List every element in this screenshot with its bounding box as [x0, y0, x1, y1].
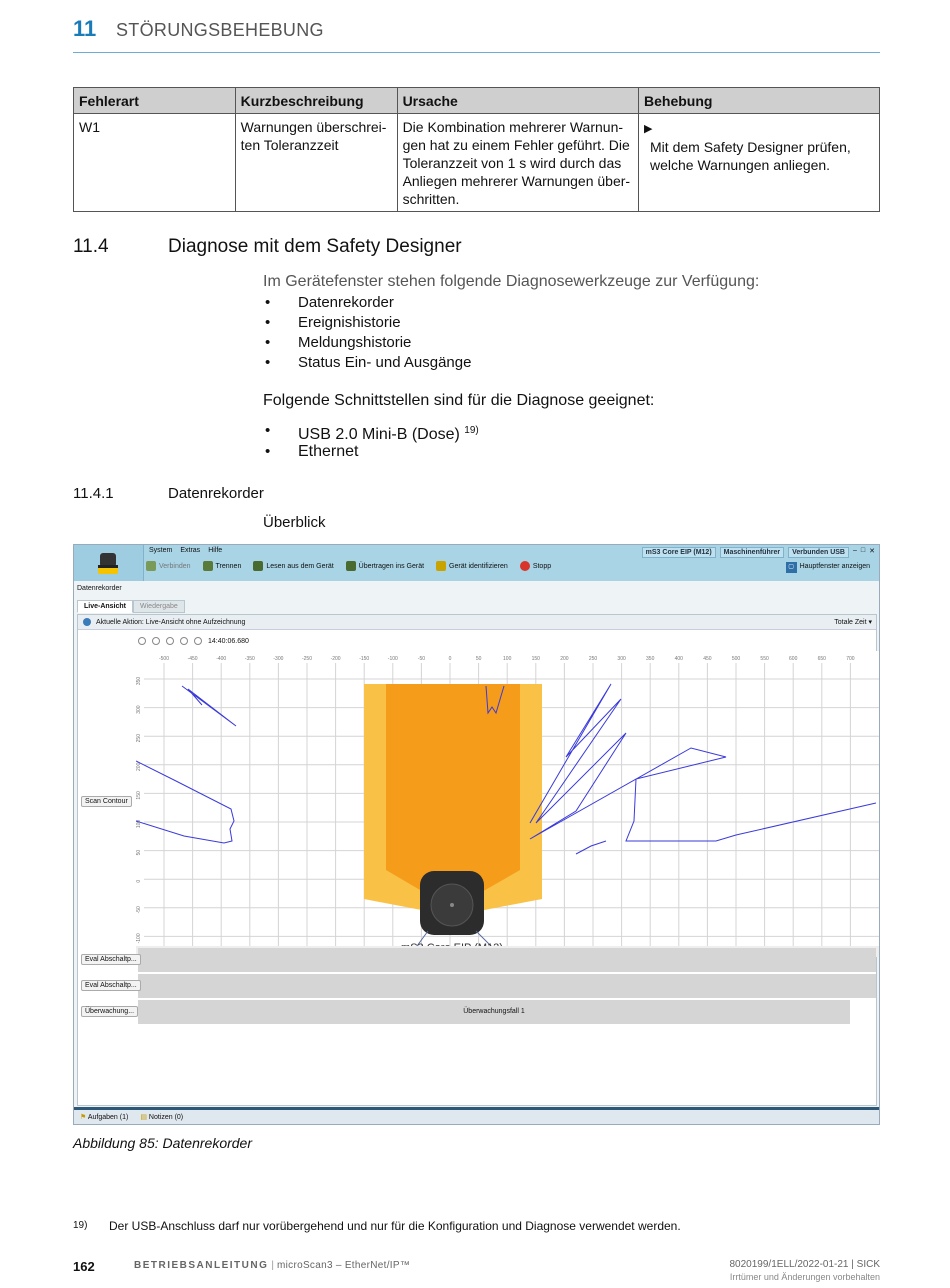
x-tick-label: 150: [531, 656, 540, 662]
x-tick-label: 650: [817, 656, 826, 662]
table-header-row: [74, 88, 880, 114]
eval-row-1-track: [138, 948, 876, 972]
identify-icon: [436, 561, 446, 571]
main-window-label: Hauptfenster anzeigen: [799, 563, 870, 570]
zoom-out-icon[interactable]: [152, 637, 160, 645]
chapter-title: STÖRUNGSBEHEBUNG: [116, 20, 324, 40]
x-tick-label: -350: [244, 656, 255, 662]
eval-row-2-button[interactable]: Eval Abschaltp...: [81, 980, 141, 991]
stop-icon: [520, 561, 530, 571]
eval-row-1-button[interactable]: Eval Abschaltp...: [81, 954, 141, 965]
text-line: welche Warnungen anliegen.: [650, 157, 831, 173]
scan-contour-button[interactable]: Scan Contour: [81, 796, 132, 807]
total-time-select[interactable]: Totale Zeit ▾: [834, 619, 872, 626]
x-tick-label: -450: [187, 656, 198, 662]
read-button[interactable]: [253, 561, 333, 571]
zoom-reset-icon[interactable]: [194, 637, 202, 645]
list-item: [263, 420, 479, 441]
interfaces-list: [263, 420, 479, 462]
subsection-title: Datenrekorder: [168, 485, 264, 502]
section-number: 11.4: [73, 236, 109, 257]
menu-system[interactable]: System: [149, 547, 173, 554]
document-code: 8020199/1ELL/2022-01-21 | SICK: [729, 1259, 880, 1270]
notes-label: Notizen (0): [148, 1114, 184, 1121]
x-tick-label: 700: [846, 656, 855, 662]
footnote-text: Der USB-Anschluss darf nur vorübergehend und nur für die Konfiguration und Diagnose verwendet werden.: [109, 1219, 681, 1233]
protective-field: [386, 684, 520, 897]
x-tick-label: -250: [301, 656, 313, 662]
section-title: Diagnose mit dem Safety Designer: [168, 236, 462, 257]
cell-behebung: [639, 114, 880, 212]
x-tick-label: 350: [646, 656, 655, 662]
transfer-label: Übertragen ins Gerät: [358, 562, 425, 570]
text-line: Die Kombination mehrerer Warnun-: [402, 119, 624, 135]
intro-text: Im Gerätefenster stehen folgende Diagnosewerkzeuge zur Verfügung:: [263, 273, 760, 290]
x-tick-label: -300: [273, 656, 284, 662]
behebung-text: [650, 138, 865, 174]
error-table: [73, 87, 880, 212]
text-line: schritten.: [402, 191, 460, 207]
identify-label: Gerät identifizieren: [449, 562, 508, 570]
scanner-logo-icon: [74, 545, 144, 581]
flag-icon: ⚑: [80, 1114, 87, 1121]
connect-button[interactable]: [146, 561, 191, 571]
connect-label: Verbinden: [159, 562, 191, 570]
table-row: [74, 114, 880, 212]
stop-label: Stopp: [532, 562, 552, 570]
monitoring-row-button[interactable]: Überwachung...: [81, 1006, 138, 1017]
list-item: • Datenrekorder: [263, 293, 471, 313]
x-tick-label: -50: [417, 656, 426, 662]
page-number: 162: [73, 1259, 95, 1274]
main-window-button[interactable]: [783, 561, 873, 574]
x-tick-label: -400: [216, 656, 227, 662]
panel-title: Datenrekorder: [77, 585, 122, 592]
doc-type: BETRIEBSANLEITUNG: [134, 1260, 269, 1271]
read-icon: [253, 561, 263, 571]
tab-playback[interactable]: Wiedergabe: [133, 600, 185, 613]
menu-bar: [149, 547, 222, 554]
product-name: microScan3 – EtherNet/IP™: [277, 1260, 411, 1271]
tasks-tab[interactable]: [80, 1113, 128, 1123]
x-tick-label: 450: [703, 656, 712, 662]
current-action-text: Aktuelle Aktion: Live-Ansicht ohne Aufzeichnung: [96, 618, 246, 626]
window-icon: ▢: [786, 562, 797, 573]
timestamp: 14:40:06.680: [208, 637, 249, 645]
window-controls: [642, 547, 875, 558]
action-bar: [78, 615, 876, 630]
cell-kurzbeschreibung: [235, 114, 397, 212]
x-tick-label: 250: [588, 656, 598, 662]
interfaces-intro: Folgende Schnittstellen sind für die Diagnose geeignet:: [263, 392, 655, 409]
connection-chip: Verbunden USB: [788, 547, 849, 558]
usb-label: USB 2.0 Mini-B (Dose): [298, 426, 460, 443]
x-tick-label: -150: [359, 656, 370, 662]
eval-row-2-track: [138, 974, 876, 998]
y-tick-label: 200: [136, 762, 142, 771]
disconnect-label: Trennen: [215, 562, 242, 570]
role-chip: Maschinenführer: [720, 547, 784, 558]
bottom-bar: [74, 1107, 880, 1125]
table-header-cell: Behebung: [639, 88, 880, 114]
list-item: • Ethernet: [263, 441, 479, 462]
y-tick-label: 100: [136, 819, 142, 829]
note-icon: ▤: [140, 1114, 147, 1121]
pan-icon[interactable]: [138, 637, 146, 645]
disconnect-icon: [203, 561, 213, 571]
document-title: [134, 1260, 410, 1271]
menu-extras[interactable]: Extras: [180, 547, 201, 554]
total-time-label: Totale Zeit: [834, 619, 867, 626]
menu-hilfe[interactable]: Hilfe: [208, 547, 223, 554]
x-tick-label: 550: [760, 656, 769, 662]
close-button[interactable]: ✕: [869, 548, 875, 555]
zoom-in-icon[interactable]: [166, 637, 174, 645]
read-label: Lesen aus dem Gerät: [266, 562, 334, 570]
list-item: • Meldungshistorie: [263, 333, 471, 353]
x-tick-label: 200: [560, 656, 569, 662]
x-tick-label: -100: [387, 656, 398, 662]
y-tick-label: 300: [136, 705, 142, 714]
tab-bar: [77, 600, 185, 613]
text-line: Mit dem Safety Designer prüfen,: [650, 139, 851, 155]
y-tick-label: 350: [136, 676, 142, 686]
list-item: • Ereignishistorie: [263, 313, 471, 333]
list-item: • Status Ein- und Ausgänge: [263, 353, 471, 373]
x-tick-label: 50: [475, 656, 482, 662]
minimize-button[interactable]: –: [852, 547, 857, 554]
device-logo: [74, 545, 144, 581]
disconnect-button[interactable]: [203, 561, 242, 571]
text-line: Warnungen überschrei-: [240, 119, 387, 135]
text-line: Anliegen mehrerer Warnungen über-: [402, 173, 631, 189]
identify-button[interactable]: [436, 561, 508, 571]
x-tick-label: -500: [158, 656, 170, 662]
header-divider: [73, 52, 880, 53]
cell-ursache: [397, 114, 638, 212]
device-chip: mS3 Core EIP (M12): [642, 547, 716, 558]
toolbar: [146, 561, 551, 571]
y-tick-label: 50: [136, 849, 142, 856]
y-tick-label: 150: [136, 791, 142, 800]
table-header-cell: Fehlerart: [74, 88, 236, 114]
live-view-pane: [77, 614, 877, 1106]
y-tick-label: 250: [136, 734, 142, 743]
table-header-cell: Ursache: [397, 88, 638, 114]
datenrekorder-screenshot: [73, 544, 880, 1125]
x-tick-label: 0: [448, 656, 452, 662]
figure-caption: Abbildung 85: Datenrekorder: [73, 1135, 253, 1151]
scan-plot: [136, 651, 880, 957]
arrow-icon: ▶: [644, 123, 653, 135]
y-tick-label: -50: [136, 906, 142, 914]
x-tick-label: -200: [330, 656, 341, 662]
overview-heading: Überblick: [263, 514, 326, 531]
transfer-button[interactable]: [346, 561, 424, 571]
table-header-cell: Kurzbeschreibung: [235, 88, 397, 114]
x-tick-label: 300: [617, 656, 626, 662]
disclaimer: Irrtümer und Änderungen vorbehalten: [729, 1272, 880, 1282]
transfer-icon: [346, 561, 356, 571]
chapter-number: 11: [73, 16, 97, 41]
zoom-toolbar: [138, 637, 249, 645]
text-line: Toleranzzeit von 1 s wird durch das: [402, 155, 622, 171]
tasks-label: Aufgaben (1): [87, 1114, 129, 1121]
cell-fehlerart: W1: [74, 114, 236, 212]
footnote-ref: 19): [464, 425, 479, 436]
y-tick-label: -100: [136, 933, 142, 944]
footer-separator: |: [271, 1260, 275, 1271]
x-tick-label: 100: [503, 656, 512, 662]
monitoring-case-label: Überwachungsfall 1: [463, 1008, 525, 1015]
x-tick-label: 600: [789, 656, 798, 662]
x-tick-label: 500: [731, 656, 741, 662]
notes-tab[interactable]: [140, 1113, 183, 1123]
tab-live-view[interactable]: Live-Ansicht: [77, 600, 133, 613]
stop-button[interactable]: [520, 561, 551, 571]
text-line: ten Toleranzzeit: [240, 137, 339, 153]
zoom-fit-icon[interactable]: [180, 637, 188, 645]
status-dot-icon: [83, 618, 91, 626]
text-line: gen hat zu einem Fehler geführt. Die: [402, 137, 630, 153]
x-tick-label: 400: [674, 656, 683, 662]
tools-list: [263, 293, 471, 373]
maximize-button[interactable]: □: [860, 547, 866, 554]
connect-icon: [146, 561, 156, 571]
monitoring-track: [138, 1000, 850, 1024]
footnote-number: 19): [73, 1220, 88, 1231]
subsection-number: 11.4.1: [73, 485, 114, 502]
y-tick-label: 0: [136, 879, 142, 883]
